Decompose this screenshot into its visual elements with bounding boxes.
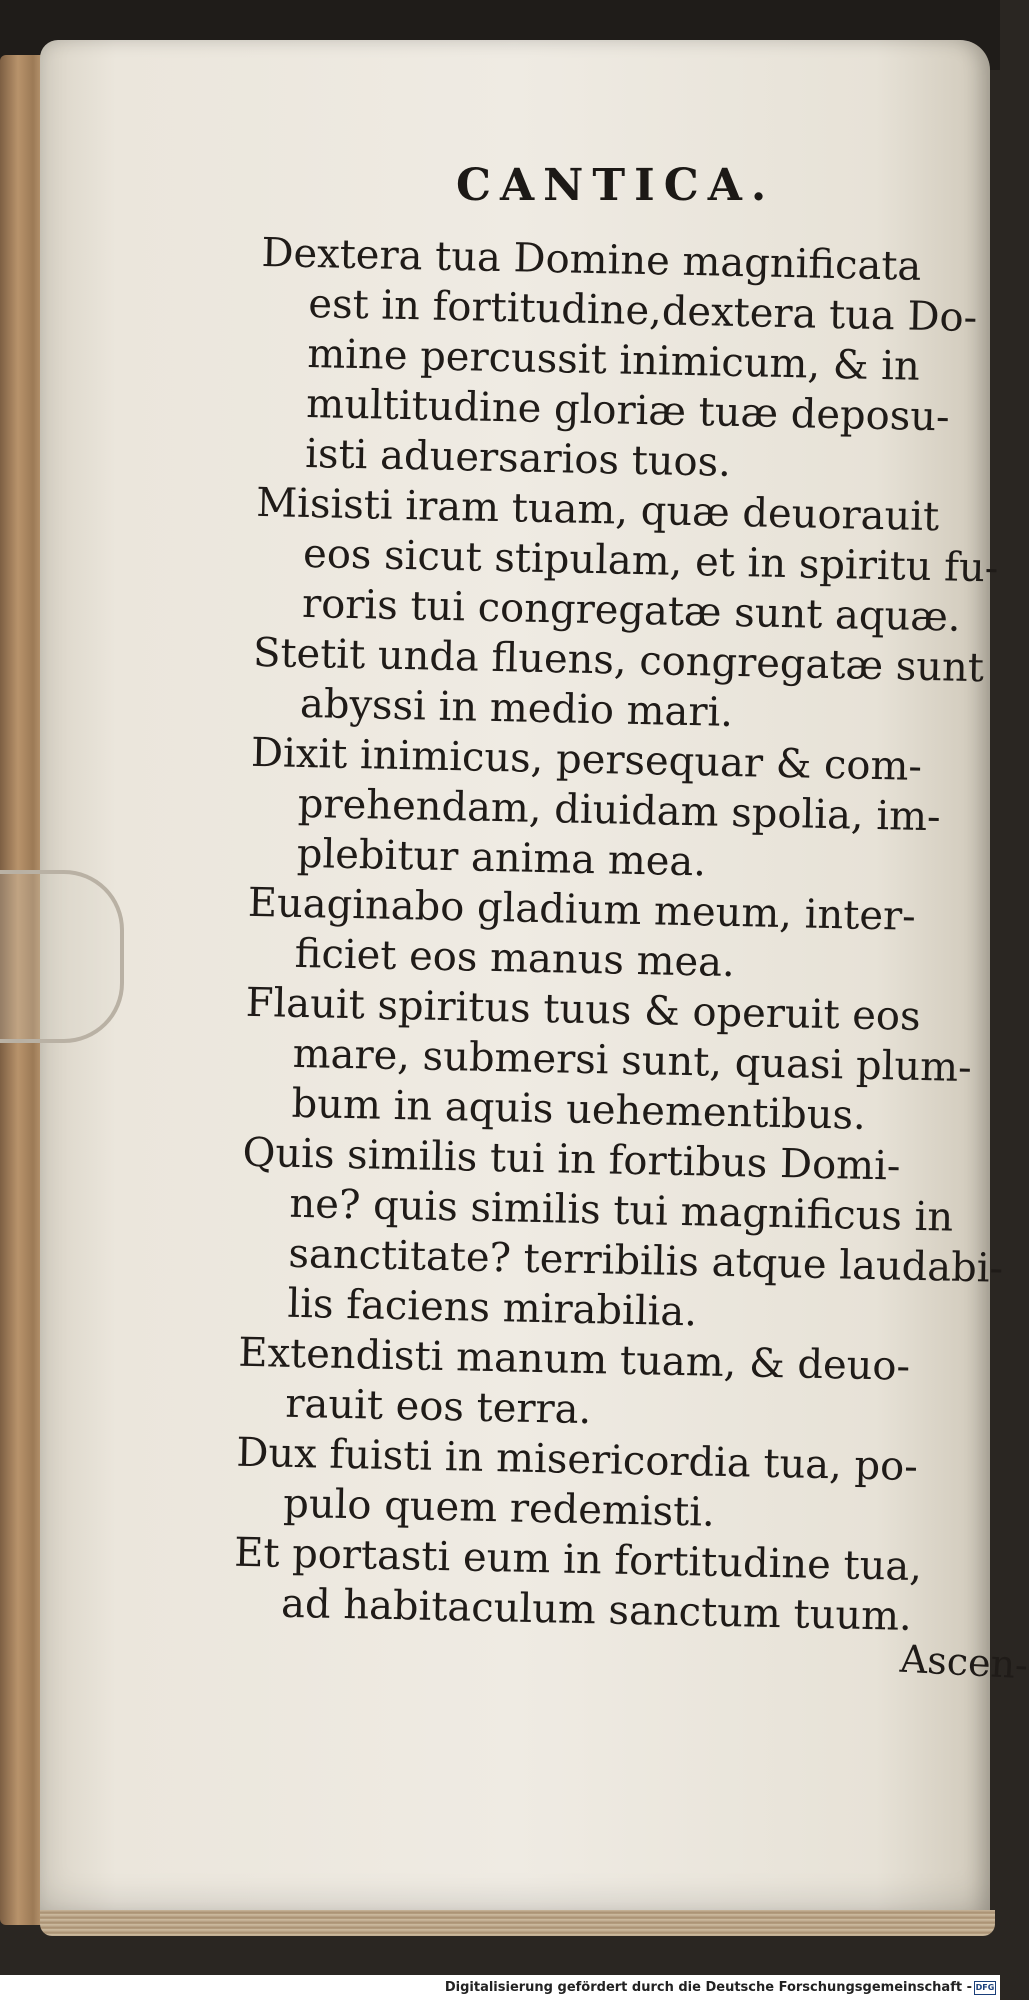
text-line: Stetit unda fluens, congregatæ sunt <box>252 629 985 692</box>
catchword: Ascen- <box>898 1636 1029 1688</box>
text-line: bum in aquis uehementibus. <box>291 1080 867 1139</box>
text-line: Quis similis tui in fortibus Domi- <box>242 1129 901 1190</box>
text-line: ficiet eos manus mea. <box>294 930 736 987</box>
text-line: abyssi in medio mari. <box>299 680 734 736</box>
text-line: sanctitate? terribilis atque laudabi- <box>288 1230 1004 1292</box>
text-line: mare, submersi sunt, quasi plum- <box>292 1030 973 1092</box>
text-line: Euaginabo gladium meum, inter- <box>247 879 917 940</box>
footer-credit: Digitalisierung gefördert durch die Deutsche Forschungsgemeinschaft - <box>444 1980 972 1995</box>
text-line: prehendam, diuidam spolia, im- <box>297 780 942 841</box>
text-line: isti aduersarios tuos. <box>304 430 732 486</box>
text-line: lis faciens mirabilia. <box>286 1280 698 1336</box>
text-line: ad habitaculum sanctum tuum. <box>280 1580 913 1640</box>
text-line: pulo quem redemisti. <box>282 1480 716 1536</box>
page-bottom-edge <box>40 1910 995 1936</box>
text-line: ne? quis similis tui magnificus in <box>289 1180 954 1241</box>
text-line: Misisti iram tuam, quæ deuorauit <box>255 479 940 541</box>
canticle-text <box>233 228 1004 1643</box>
text-line: plebitur anima mea. <box>296 830 707 886</box>
text-line: mine percussit inimicum, & in <box>306 330 921 390</box>
text-line: Extendisti manum tuam, & deuo- <box>237 1329 911 1390</box>
text-line: Dux fuisti in misericordia tua, po- <box>235 1429 919 1490</box>
digitization-footer <box>0 1975 1000 2000</box>
text-line: rauit eos terra. <box>284 1380 592 1434</box>
text-line: multitudine gloriæ tuæ deposu- <box>305 380 951 441</box>
page-clip <box>0 870 124 1043</box>
text-line: roris tui congregatæ sunt aquæ. <box>301 580 962 641</box>
text-line: est in fortitudine,dextera tua Do- <box>307 280 978 341</box>
running-head: CANTICA. <box>456 160 776 211</box>
text-line: eos sicut stipulam, et in spiritu fu- <box>302 530 999 592</box>
text-line: Dixit inimicus, persequar & com- <box>250 729 923 790</box>
text-line: Flauit spiritus tuus & operuit eos <box>245 979 922 1040</box>
text-line: Dextera tua Domine magnificata <box>260 229 922 290</box>
dfg-logo-icon: DFG <box>974 1981 996 1995</box>
text-line: Et portasti eum in fortitudine tua, <box>233 1529 923 1591</box>
